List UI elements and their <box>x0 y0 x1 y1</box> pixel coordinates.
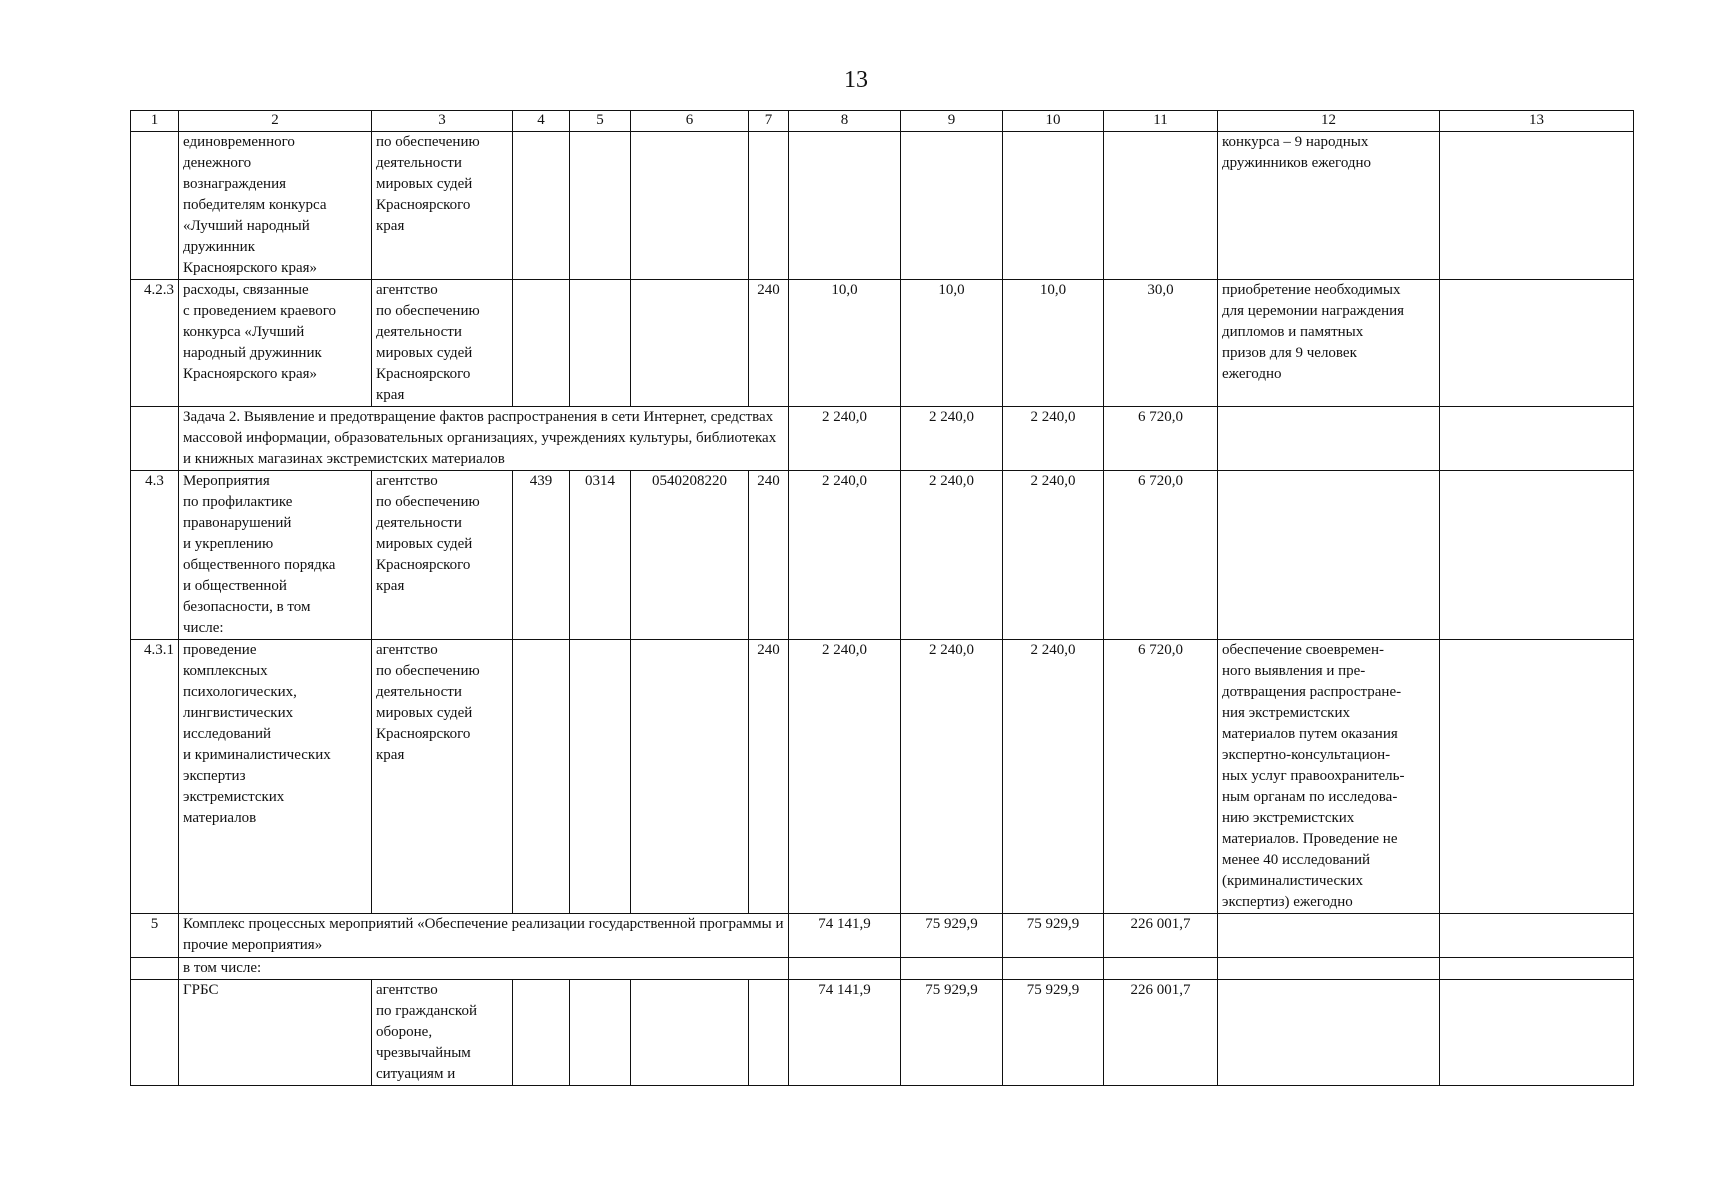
year-1-amount: 2 240,0 <box>789 640 901 914</box>
year-1-amount: 2 240,0 <box>789 471 901 640</box>
total-amount: 6 720,0 <box>1104 407 1218 471</box>
year-2-amount <box>901 132 1003 280</box>
column-number-header-row <box>131 111 1634 132</box>
table-row <box>131 132 1634 280</box>
year-2-amount: 10,0 <box>901 280 1003 407</box>
year-1-amount: 74 141,9 <box>789 914 901 958</box>
task-row <box>131 407 1634 471</box>
rzpr-code <box>570 980 631 1086</box>
year-1-amount: 10,0 <box>789 280 901 407</box>
column-13-cell <box>1440 132 1634 280</box>
executor: агентство по обеспечению деятельности мировых судей Красноярского края <box>372 280 513 407</box>
column-13-cell <box>1440 958 1634 980</box>
header-cell: 13 <box>1440 111 1634 132</box>
task-description: Задача 2. Выявление и предотвращение фактов распространения в сети Интернет, средствах массовой информации, образовательных организациях, учреждениях культуры, библиотеках и книжных магазинах экстремистских материалов <box>179 407 789 471</box>
header-cell: 1 <box>131 111 179 132</box>
year-3-amount: 2 240,0 <box>1003 640 1104 914</box>
year-2-amount: 75 929,9 <box>901 980 1003 1086</box>
budget-table <box>130 110 1634 1086</box>
vr-code <box>749 132 789 280</box>
column-13-cell <box>1440 407 1634 471</box>
expected-result <box>1218 980 1440 1086</box>
header-cell: 5 <box>570 111 631 132</box>
header-cell: 9 <box>901 111 1003 132</box>
item-number: 4.2.3 <box>131 280 179 407</box>
subtotal-label: в том числе: <box>179 958 789 980</box>
year-3-amount: 10,0 <box>1003 280 1104 407</box>
total-amount <box>1104 958 1218 980</box>
year-3-amount: 75 929,9 <box>1003 914 1104 958</box>
executor: по обеспечению деятельности мировых судей Красноярского края <box>372 132 513 280</box>
year-1-amount: 2 240,0 <box>789 407 901 471</box>
item-number <box>131 980 179 1086</box>
expected-result: приобретение необходимых для церемонии награждения дипломов и памятных призов для 9 человек ежегодно <box>1218 280 1440 407</box>
grbs-code <box>513 132 570 280</box>
year-3-amount <box>1003 132 1104 280</box>
grbs-code <box>513 980 570 1086</box>
expected-result: обеспечение своевремен- ного выявления и пре- дотвращения распростране- ния экстремистских материалов путем оказания экспертно-консультацион- ных услуг правоохранитель- ным органам по исследова- нию экстремистских материалов. Проведение не менее 40 исследований (криминалистических экспертиз) ежегодно <box>1218 640 1440 914</box>
table-row <box>131 280 1634 407</box>
year-3-amount: 75 929,9 <box>1003 980 1104 1086</box>
table-row <box>131 980 1634 1086</box>
header-cell: 11 <box>1104 111 1218 132</box>
csr-code <box>631 132 749 280</box>
csr-code <box>631 640 749 914</box>
year-1-amount: 74 141,9 <box>789 980 901 1086</box>
year-1-amount <box>789 132 901 280</box>
csr-code <box>631 280 749 407</box>
activity-name: ГРБС <box>179 980 372 1086</box>
header-cell: 10 <box>1003 111 1104 132</box>
header-cell: 2 <box>179 111 372 132</box>
year-2-amount: 2 240,0 <box>901 640 1003 914</box>
expected-result <box>1218 471 1440 640</box>
section-description: Комплекс процессных мероприятий «Обеспечение реализации государственной программы и прочие мероприятия» <box>179 914 789 958</box>
expected-result: конкурса – 9 народных дружинников ежегодно <box>1218 132 1440 280</box>
grbs-code <box>513 280 570 407</box>
page-number: 13 <box>844 67 868 93</box>
column-13-cell <box>1440 914 1634 958</box>
total-amount: 226 001,7 <box>1104 914 1218 958</box>
year-3-amount: 2 240,0 <box>1003 471 1104 640</box>
grbs-code: 439 <box>513 471 570 640</box>
header-cell: 3 <box>372 111 513 132</box>
total-amount <box>1104 132 1218 280</box>
expected-result <box>1218 914 1440 958</box>
header-cell: 7 <box>749 111 789 132</box>
column-13-cell <box>1440 471 1634 640</box>
table-row <box>131 640 1634 914</box>
expected-result <box>1218 407 1440 471</box>
csr-code <box>631 980 749 1086</box>
item-number <box>131 132 179 280</box>
vr-code: 240 <box>749 280 789 407</box>
item-number <box>131 407 179 471</box>
executor: агентство по обеспечению деятельности мировых судей Красноярского края <box>372 471 513 640</box>
year-3-amount <box>1003 958 1104 980</box>
year-2-amount: 75 929,9 <box>901 914 1003 958</box>
total-amount: 226 001,7 <box>1104 980 1218 1086</box>
header-cell: 8 <box>789 111 901 132</box>
executor: агентство по обеспечению деятельности мировых судей Красноярского края <box>372 640 513 914</box>
rzpr-code <box>570 640 631 914</box>
year-2-amount: 2 240,0 <box>901 407 1003 471</box>
column-13-cell <box>1440 280 1634 407</box>
column-13-cell <box>1440 640 1634 914</box>
expected-result <box>1218 958 1440 980</box>
item-number: 4.3.1 <box>131 640 179 914</box>
rzpr-code <box>570 132 631 280</box>
rzpr-code <box>570 280 631 407</box>
year-2-amount: 2 240,0 <box>901 471 1003 640</box>
executor: агентство по гражданской обороне, чрезвычайным ситуациям и <box>372 980 513 1086</box>
column-13-cell <box>1440 980 1634 1086</box>
item-number: 4.3 <box>131 471 179 640</box>
header-cell: 12 <box>1218 111 1440 132</box>
total-amount: 6 720,0 <box>1104 640 1218 914</box>
activity-name: проведение комплексных психологических, лингвистических исследований и криминалистических экспертиз экстремистских материалов <box>179 640 372 914</box>
activity-name: единовременного денежного вознаграждения победителям конкурса «Лучший народный дружинник Красноярского края» <box>179 132 372 280</box>
vr-code <box>749 980 789 1086</box>
header-cell: 4 <box>513 111 570 132</box>
activity-name: расходы, связанные с проведением краевого конкурса «Лучший народный дружинник Красноярского края» <box>179 280 372 407</box>
year-1-amount <box>789 958 901 980</box>
vr-code: 240 <box>749 640 789 914</box>
total-amount: 6 720,0 <box>1104 471 1218 640</box>
section-row <box>131 914 1634 958</box>
table-row <box>131 471 1634 640</box>
item-number <box>131 958 179 980</box>
csr-code: 0540208220 <box>631 471 749 640</box>
header-cell: 6 <box>631 111 749 132</box>
activity-name: Мероприятия по профилактике правонарушений и укреплению общественного порядка и общественной безопасности, в том числе: <box>179 471 372 640</box>
total-amount: 30,0 <box>1104 280 1218 407</box>
grbs-code <box>513 640 570 914</box>
item-number: 5 <box>131 914 179 958</box>
vr-code: 240 <box>749 471 789 640</box>
year-2-amount <box>901 958 1003 980</box>
subtotal-label-row <box>131 958 1634 980</box>
year-3-amount: 2 240,0 <box>1003 407 1104 471</box>
rzpr-code: 0314 <box>570 471 631 640</box>
